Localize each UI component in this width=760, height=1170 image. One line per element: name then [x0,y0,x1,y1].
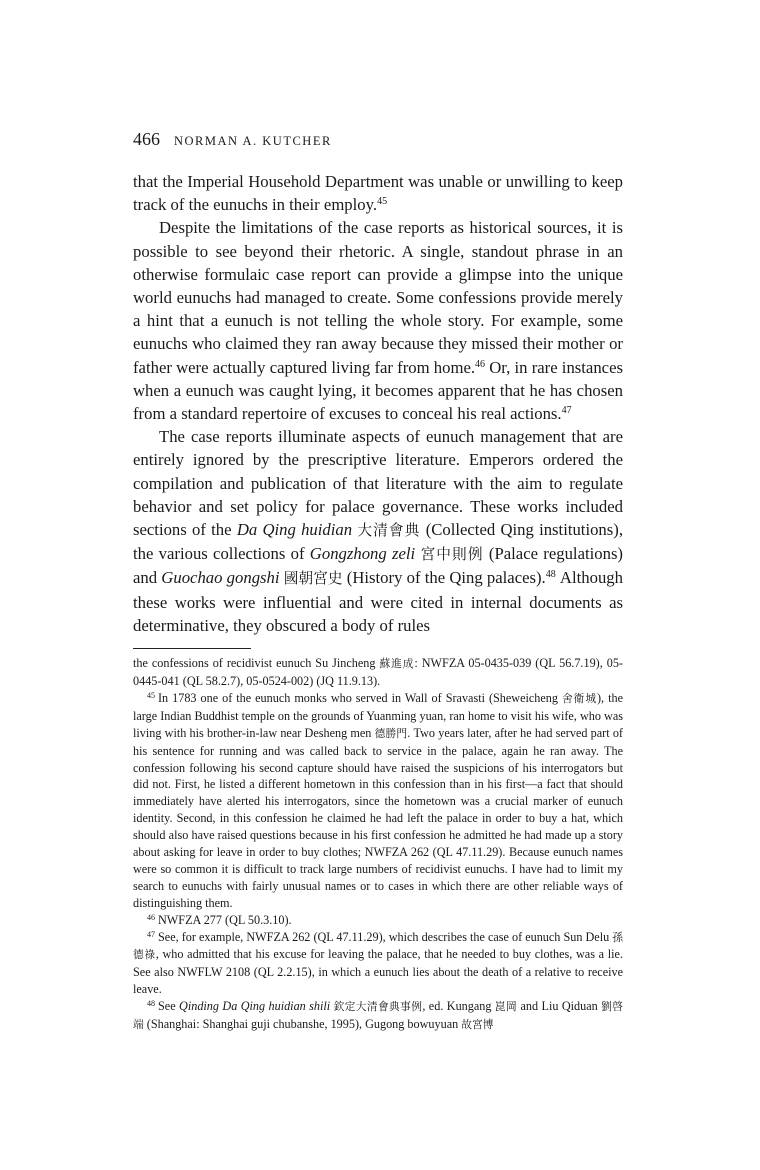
chinese-da-qing-huidian: 大清會典 [357,522,421,540]
title-da-qing-huidian: Da Qing huidian [236,520,353,540]
note-ref-46: 46 [475,358,486,370]
footnote-47: $^{47}$ See, for example, NWFZA 262 (QL 47.11.29), which describes the case of eunuch Sun Delu 孫德祿, who admitted that his excuse for leaving the palace, that he needed to buy clothes, was a lie. See also NWFLW 2108 (QL 2.2.15), in which a eunuch lies about the death of a relative to receive leave. [133,929,623,997]
footnotes [133,648,623,1034]
footnote-number-47: 47 [147,929,155,939]
note-ref-45: 45 [377,196,388,208]
title-gongzhong-zeli: Gongzhong zeli [309,544,416,564]
footnote-continued: the confessions of recidivist eunuch Su Jincheng 蘇進成: NWFZA 05-0435-039 (QL 56.7.19), 05-0445-041 (QL 58.2.7), 05-0524-002) (JQ 11.9.13). [133,656,623,688]
paragraph-1: that the Imperial Household Department was unable or unwilling to keep track of the eunuchs in their employ.$^{45}$ [133,172,623,215]
book-page [133,128,623,1034]
page-number: 466 [133,129,160,149]
title-guochao-gongshi: Guochao gongshi [161,568,280,588]
footnote-46: $^{46}$ NWFZA 277 (QL 50.3.10). [147,912,292,927]
chinese-guochao-gongshi: 國朝宮史 [283,570,343,588]
paragraph-2: Despite the limitations of the case reports as historical sources, it is possible to see beyond their rhetoric. A single, standout phrase in an otherwise formulaic case report can provide a glimpse into the unique world eunuchs had managed to create. Some confessions provide merely a hint that a eunuch is not telling the whole story. For example, some eunuchs who claimed they ran away because they missed their mother or father were actually captured living far from home.$^{46}$ Or, in rare instances when a eunuch was caught lying, it becomes apparent that he has chosen from a standard repertoire of excuses to conceal his real actions.$^{47}$ [133,218,623,424]
footnote-number-48: 48 [147,999,155,1009]
note-ref-48: 48 [545,569,556,581]
footnote-rule [133,648,251,649]
running-head-author: NORMAN A. KUTCHER [174,134,332,148]
footnote-number-46: 46 [147,912,155,922]
paragraph-3: The case reports illuminate aspects of eunuch management that are entirely ignored by the prescriptive literature. Emperors ordered the compilation and publication of that literature with the aim to regulate behavior and set policy for palace governance. These works included sections of the Da Qing huidian 大清會典 (Collected Qing institutions), the various collections of Gongzhong zeli 宮中則例 (Palace regulations) and Guochao gongshi 國朝宮史 (History of the Qing palaces).$^{48}$ Although these works were influential and were cited in internal documents as determinative, they obscured a body of rules [133,427,623,635]
footnote-45: $^{45}$ In 1783 one of the eunuch monks who served in Wall of Sravasti (Sheweicheng 舍衛城), the large Indian Buddhist temple on the grounds of Yuanming yuan, ran home to visit his wife, who was living with his brother-in-law near Desheng men 德勝門. Two years later, after he had served part of his sentence for running and was called back to service in the palace, again he ran away. The confession following his second capture should have raised the suspicions of his interrogators but did not. First, he listed a different hometown in this confession than in his first—a fact that should immediately have alerted his interrogators, since the hometown was a crucial marker of eunuch identity. Second, in this confession he claimed he had left the palace in order to buy a hat, which should also have raised questions because in his first confession he admitted he had made up a story about asking for leave in order to buy clothes; NWFZA 262 (QL 47.11.29). Because eunuch names were so common it is difficult to track large numbers of recidivist eunuchs. I have had to limit my search to eunuchs with fairly unusual names or to cases in which there are other reliable ways of distinguishing them. [133,690,623,910]
footnote-number-45: 45 [147,690,155,700]
main-text [133,170,623,637]
chinese-gongzhong-zeli: 宮中則例 [420,546,484,564]
note-ref-47: 47 [561,405,572,417]
running-header [133,128,623,152]
footnote-48: $^{48}$ See Qinding Da Qing huidian shili 欽定大清會典事例, ed. Kungang 崑岡 and Liu Qiduan 劉啓端 (Shanghai: Shanghai guji chubanshe, 1995), Gugong bowuyuan 故宮博 [133,999,623,1032]
